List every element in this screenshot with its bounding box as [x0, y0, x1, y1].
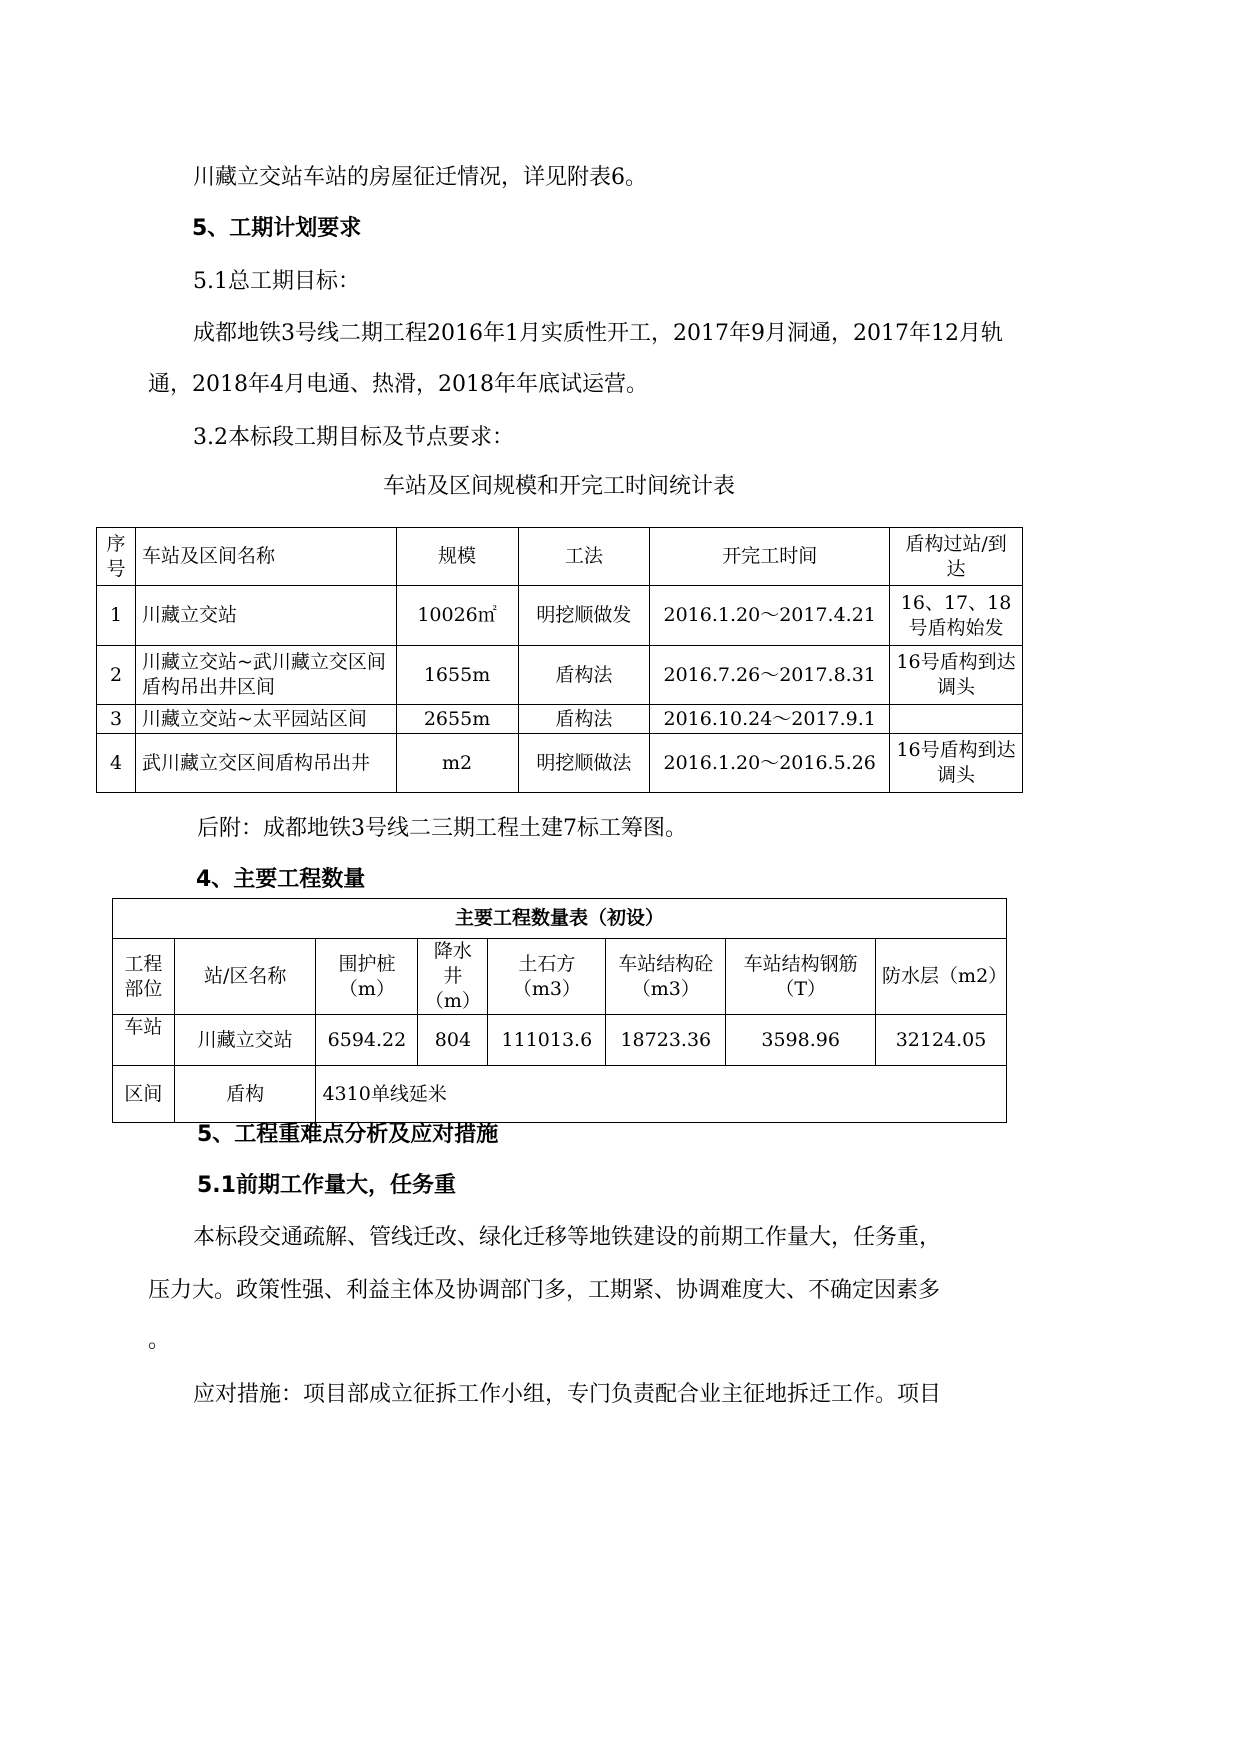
- table-row: [113, 1015, 1007, 1066]
- paragraph-difficulty-line3: 。: [148, 1328, 171, 1353]
- table-cell: 盾构法: [518, 646, 650, 705]
- header-cell: 站/区名称: [174, 939, 316, 1015]
- table-cell: 川藏立交站~太平园站区间: [135, 705, 396, 734]
- paragraph-attachment: 后附：成都地铁3号线二三期工程土建7标工筹图。: [197, 816, 687, 841]
- schedule-table: [96, 527, 1023, 793]
- header-cell: 规模: [396, 528, 518, 586]
- heading-schedule-requirements: 5、工期计划要求: [192, 216, 362, 241]
- subheading-preliminary-work: 5.1前期工作量大，任务重: [197, 1173, 456, 1198]
- header-cell: 土石方（m3）: [488, 939, 606, 1015]
- header-cell: 序号: [97, 528, 136, 586]
- table-row: [97, 646, 1023, 705]
- header-cell: 工程部位: [113, 939, 175, 1015]
- table-title: 主要工程数量表（初设）: [113, 899, 1007, 939]
- table-cell: 32124.05: [876, 1015, 1007, 1066]
- table-cell: 2655m: [396, 705, 518, 734]
- table-cell: 1655m: [396, 646, 518, 705]
- table-cell: 111013.6: [488, 1015, 606, 1066]
- subheading-total-schedule: 5.1总工期目标：: [193, 269, 360, 294]
- header-cell: 围护桩（m）: [316, 939, 418, 1015]
- table-cell: 武川藏立交区间盾构吊出井: [135, 734, 396, 793]
- table-cell: 车站: [113, 1015, 175, 1066]
- heading-main-quantities: 4、主要工程数量: [196, 867, 366, 892]
- table-cell: 2016.1.20～2017.4.21: [650, 586, 890, 646]
- table-cell: 10026㎡: [396, 586, 518, 646]
- table-row: [113, 1066, 1007, 1123]
- table-cell: 6594.22: [316, 1015, 418, 1066]
- table-cell: 16、17、18号盾构始发: [890, 586, 1023, 646]
- table-cell: 2016.1.20～2016.5.26: [650, 734, 890, 793]
- table-cell: 盾构法: [518, 705, 650, 734]
- table-cell: 明挖顺做法: [518, 734, 650, 793]
- table-cell: [890, 705, 1023, 734]
- paragraph-expropriation: 川藏立交站车站的房屋征迁情况，详见附表6。: [193, 165, 647, 190]
- table-cell: 川藏立交站~武川藏立交区间盾构吊出井区间: [135, 646, 396, 705]
- header-cell: 车站结构钢筋（T）: [726, 939, 876, 1015]
- paragraph-difficulty-line2: 压力大。政策性强、利益主体及协调部门多，工期紧、协调难度大、不确定因素多: [148, 1278, 941, 1303]
- table-cell: 18723.36: [606, 1015, 726, 1066]
- table-cell: 区间: [113, 1066, 175, 1123]
- paragraph-difficulty-line1: 本标段交通疏解、管线迁改、绿化迁移等地铁建设的前期工作量大，任务重，: [193, 1225, 942, 1250]
- header-cell: 降水井（m）: [418, 939, 488, 1015]
- table-cell: 盾构: [174, 1066, 316, 1123]
- table-cell: 2: [97, 646, 136, 705]
- table-cell: 川藏立交站: [135, 586, 396, 646]
- table-cell: 4: [97, 734, 136, 793]
- table-cell: 3598.96: [726, 1015, 876, 1066]
- table-cell: 16号盾构到达调头: [890, 646, 1023, 705]
- table-cell: 16号盾构到达调头: [890, 734, 1023, 793]
- paragraph-schedule-line2: 通，2018年4月电通、热滑，2018年年底试运营。: [148, 372, 648, 397]
- table-cell: 2016.7.26～2017.8.31: [650, 646, 890, 705]
- header-cell: 防水层（m2）: [876, 939, 1007, 1015]
- table-title-row: [113, 899, 1007, 939]
- table-cell: 川藏立交站: [174, 1015, 316, 1066]
- table-cell: 1: [97, 586, 136, 646]
- heading-difficulties: 5、工程重难点分析及应对措施: [197, 1122, 499, 1147]
- header-cell: 盾构过站/到达: [890, 528, 1023, 586]
- table1-caption: 车站及区间规模和开完工时间统计表: [383, 474, 736, 499]
- paragraph-schedule-line1: 成都地铁3号线二期工程2016年1月实质性开工，2017年9月洞通，2017年12月轨: [193, 321, 1003, 346]
- table-row: [97, 586, 1023, 646]
- header-cell: 车站及区间名称: [135, 528, 396, 586]
- quantities-table: [112, 898, 1007, 1123]
- table-cell: 4310单线延米: [316, 1066, 1007, 1123]
- table-row: [97, 734, 1023, 793]
- table-cell: m2: [396, 734, 518, 793]
- header-cell: 开完工时间: [650, 528, 890, 586]
- table-cell: 明挖顺做发: [518, 586, 650, 646]
- table-row: [97, 705, 1023, 734]
- paragraph-countermeasures: 应对措施：项目部成立征拆工作小组，专门负责配合业主征地拆迁工作。项目: [193, 1382, 942, 1407]
- table-cell: 3: [97, 705, 136, 734]
- subheading-section-schedule: 3.2本标段工期目标及节点要求：: [193, 425, 514, 450]
- table-header-row: [97, 528, 1023, 586]
- header-cell: 工法: [518, 528, 650, 586]
- header-cell: 车站结构砼（m3）: [606, 939, 726, 1015]
- table-cell: 804: [418, 1015, 488, 1066]
- table-header-row: [113, 939, 1007, 1015]
- table-cell: 2016.10.24～2017.9.1: [650, 705, 890, 734]
